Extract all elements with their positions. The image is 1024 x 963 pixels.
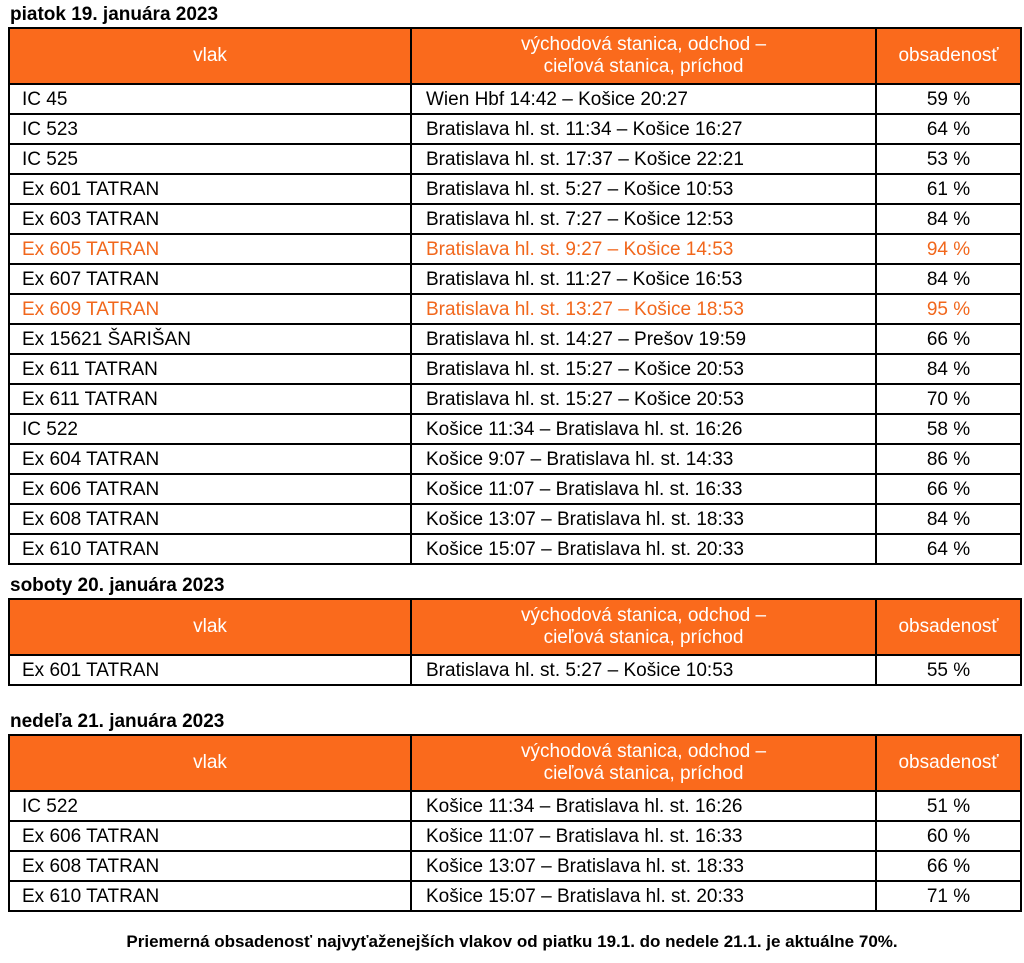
table-row (9, 294, 1021, 324)
section-title: soboty 20. januára 2023 (10, 575, 225, 596)
table-row (9, 384, 1021, 414)
cell-route: Bratislava hl. st. 15:27 – Košice 20:53 (411, 384, 876, 414)
cell-route: Wien Hbf 14:42 – Košice 20:27 (411, 84, 876, 114)
cell-occupancy: 66 % (876, 324, 1021, 354)
cell-occupancy: 84 % (876, 354, 1021, 384)
cell-occupancy: 71 % (876, 881, 1021, 911)
table-row (9, 444, 1021, 474)
cell-train: Ex 601 TATRAN (9, 174, 411, 204)
table-row (9, 324, 1021, 354)
cell-route: Bratislava hl. st. 15:27 – Košice 20:53 (411, 354, 876, 384)
cell-route: Košice 13:07 – Bratislava hl. st. 18:33 (411, 504, 876, 534)
cell-train: Ex 605 TATRAN (9, 234, 411, 264)
cell-occupancy: 53 % (876, 144, 1021, 174)
cell-train: Ex 608 TATRAN (9, 504, 411, 534)
cell-occupancy: 84 % (876, 264, 1021, 294)
cell-occupancy: 55 % (876, 655, 1021, 685)
header-occupancy: obsadenosť (876, 28, 1021, 84)
cell-train: Ex 608 TATRAN (9, 851, 411, 881)
cell-route: Bratislava hl. st. 7:27 – Košice 12:53 (411, 204, 876, 234)
table-row (9, 204, 1021, 234)
table-row (9, 791, 1021, 821)
cell-train: Ex 609 TATRAN (9, 294, 411, 324)
cell-occupancy: 64 % (876, 114, 1021, 144)
cell-route: Bratislava hl. st. 5:27 – Košice 10:53 (411, 655, 876, 685)
table-row (9, 84, 1021, 114)
cell-route: Bratislava hl. st. 11:34 – Košice 16:27 (411, 114, 876, 144)
cell-route: Bratislava hl. st. 9:27 – Košice 14:53 (411, 234, 876, 264)
header-route-line2: cieľová stanica, príchod (543, 763, 744, 784)
table-row (9, 851, 1021, 881)
cell-occupancy: 51 % (876, 791, 1021, 821)
occupancy-table (8, 27, 1022, 565)
occupancy-table (8, 734, 1022, 912)
cell-train: Ex 606 TATRAN (9, 821, 411, 851)
table-row (9, 881, 1021, 911)
table-row (9, 264, 1021, 294)
cell-occupancy: 59 % (876, 84, 1021, 114)
header-route-line1: východová stanica, odchod – (520, 34, 767, 55)
occupancy-table (8, 598, 1022, 686)
cell-occupancy: 86 % (876, 444, 1021, 474)
table-row (9, 144, 1021, 174)
cell-train: IC 523 (9, 114, 411, 144)
cell-occupancy: 66 % (876, 474, 1021, 504)
cell-route: Košice 13:07 – Bratislava hl. st. 18:33 (411, 851, 876, 881)
header-route-line2: cieľová stanica, príchod (543, 627, 744, 648)
section-title: piatok 19. januára 2023 (10, 4, 219, 25)
header-occupancy: obsadenosť (876, 735, 1021, 791)
cell-train: Ex 607 TATRAN (9, 264, 411, 294)
cell-route: Košice 15:07 – Bratislava hl. st. 20:33 (411, 881, 876, 911)
table-row (9, 174, 1021, 204)
cell-occupancy: 70 % (876, 384, 1021, 414)
table-row (9, 534, 1021, 564)
table-header-row (9, 735, 1021, 791)
cell-occupancy: 95 % (876, 294, 1021, 324)
table-row (9, 114, 1021, 144)
cell-occupancy: 84 % (876, 204, 1021, 234)
header-train: vlak (9, 28, 411, 84)
cell-route: Bratislava hl. st. 17:37 – Košice 22:21 (411, 144, 876, 174)
cell-train: IC 525 (9, 144, 411, 174)
cell-route: Bratislava hl. st. 5:27 – Košice 10:53 (411, 174, 876, 204)
cell-route: Košice 15:07 – Bratislava hl. st. 20:33 (411, 534, 876, 564)
cell-occupancy: 66 % (876, 851, 1021, 881)
table-row (9, 474, 1021, 504)
table-row (9, 354, 1021, 384)
table-row (9, 821, 1021, 851)
cell-train: Ex 601 TATRAN (9, 655, 411, 685)
cell-train: Ex 610 TATRAN (9, 534, 411, 564)
footer-note: Priemerná obsadenosť najvyťaženejších vlakov od piatku 19.1. do nedele 21.1. je aktuálne 70%. (126, 932, 898, 951)
cell-train: Ex 604 TATRAN (9, 444, 411, 474)
cell-train: Ex 603 TATRAN (9, 204, 411, 234)
cell-occupancy: 94 % (876, 234, 1021, 264)
cell-occupancy: 64 % (876, 534, 1021, 564)
table-row (9, 234, 1021, 264)
cell-train: Ex 15621 ŠARIŠAN (9, 324, 411, 354)
table-row (9, 414, 1021, 444)
header-route (411, 599, 876, 655)
cell-occupancy: 61 % (876, 174, 1021, 204)
cell-train: IC 522 (9, 414, 411, 444)
cell-train: Ex 611 TATRAN (9, 354, 411, 384)
cell-route: Košice 11:07 – Bratislava hl. st. 16:33 (411, 821, 876, 851)
header-route-line1: východová stanica, odchod – (520, 741, 767, 762)
cell-train: IC 45 (9, 84, 411, 114)
cell-train: Ex 611 TATRAN (9, 384, 411, 414)
cell-route: Košice 11:07 – Bratislava hl. st. 16:33 (411, 474, 876, 504)
cell-route: Košice 11:34 – Bratislava hl. st. 16:26 (411, 414, 876, 444)
table-header-row (9, 28, 1021, 84)
header-route (411, 28, 876, 84)
cell-train: Ex 610 TATRAN (9, 881, 411, 911)
header-route (411, 735, 876, 791)
cell-route: Košice 11:34 – Bratislava hl. st. 16:26 (411, 791, 876, 821)
cell-occupancy: 60 % (876, 821, 1021, 851)
section-title: nedeľa 21. januára 2023 (10, 711, 225, 732)
cell-occupancy: 84 % (876, 504, 1021, 534)
cell-route: Košice 9:07 – Bratislava hl. st. 14:33 (411, 444, 876, 474)
cell-route: Bratislava hl. st. 11:27 – Košice 16:53 (411, 264, 876, 294)
cell-route: Bratislava hl. st. 13:27 – Košice 18:53 (411, 294, 876, 324)
cell-train: IC 522 (9, 791, 411, 821)
header-route-line1: východová stanica, odchod – (520, 605, 767, 626)
header-train: vlak (9, 735, 411, 791)
cell-occupancy: 58 % (876, 414, 1021, 444)
cell-route: Bratislava hl. st. 14:27 – Prešov 19:59 (411, 324, 876, 354)
table-row (9, 504, 1021, 534)
table-header-row (9, 599, 1021, 655)
header-route-line2: cieľová stanica, príchod (543, 56, 744, 77)
table-row (9, 655, 1021, 685)
header-occupancy: obsadenosť (876, 599, 1021, 655)
header-train: vlak (9, 599, 411, 655)
cell-train: Ex 606 TATRAN (9, 474, 411, 504)
